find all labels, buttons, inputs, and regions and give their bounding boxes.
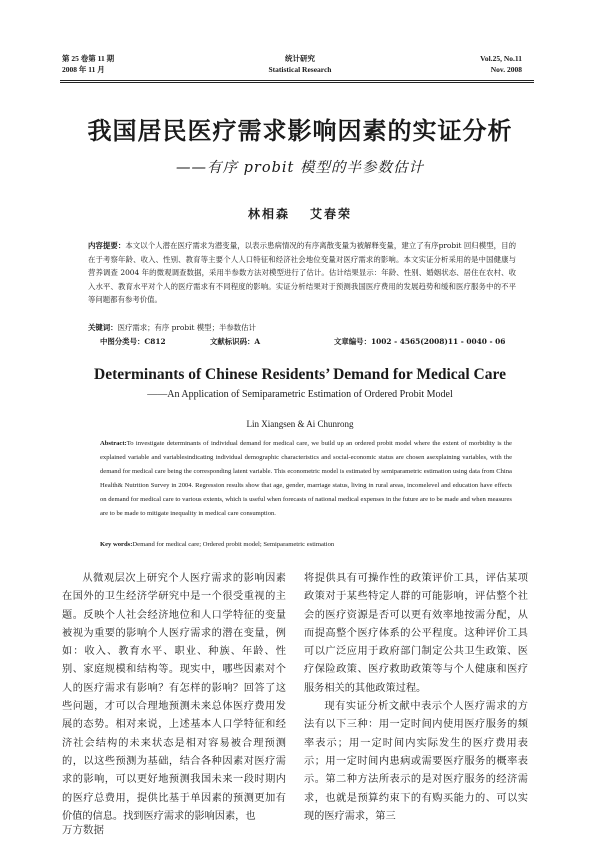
paper-subtitle-zh: ——有序 probit 模型的半参数估计 (176, 160, 424, 176)
authors-zh (0, 205, 600, 222)
abstract-en (100, 437, 512, 522)
abstract-label-en: Abstract: (100, 440, 127, 447)
journal-name-zh: 统计研究 (285, 54, 315, 63)
paper-title-zh: 我国居民医疗需求影响因素的实证分析 (87, 117, 513, 145)
issue-date: 2008 年 11 月 (62, 65, 105, 74)
keywords-text-en: Demand for medical care; Ordered probit model; Semiparametric estimation (132, 541, 335, 548)
abstract-text-en: To investigate determinants of individual demand for medical care, we build up an ordered probit model where the extent of morbidity is the explained variable and variablesindicating individual demographic characteristics and social-economic status are chosen asexplaining variables, with the demand for medical care being the corresponding latent variable. This econometric model is estimated by semiparametric estimation using data from China Health& Nutrition Survey in 2004. Regression results show that age, gender, marriage status, living in rural areas, incomelevel and education have effects on demand for medical care to various extents, which is useful when forecasts of national medical expenses in the future are to be made and when measures are to be made to mitigate inequality in medical care consumption. (100, 440, 512, 518)
paper-subtitle-en: ——An Application of Semiparametric Estimation of Ordered Probit Model (147, 389, 453, 400)
body-paragraph: 现有实证分析文献中表示个人医疗需求的方法有以下三种：用一定时间内使用医疗服务的频率表示；用一定时间内实际发生的医疗费用表示；用一定时间内患病或需要医疗服务的概率表示。第二种方法所表示的是对医疗服务的经济需求，也就是预算约束下的有购买能力的、可以实现的医疗需求，第三 (304, 701, 528, 822)
volume-issue: 第 25 卷第 11 期 (62, 54, 115, 63)
abstract-zh (88, 239, 516, 307)
volume-issue-en: Vol.25, No.11 (480, 54, 522, 63)
keywords-label-en: Key words: (100, 541, 133, 548)
author-2-zh: 艾春荣 (310, 207, 353, 221)
header-rule-top (60, 80, 534, 81)
body-paragraph: 将提供具有可操作性的政策评价工具，评估某项政策对于某些特定人群的可能影响，评估整个社会的医疗资源是否可以更有效率地按需分配，从而提高整个医疗体系的公平程度。这种评价工具可以广泛应用于政府部门制定公共卫生政策、医疗保险政策、医疗救助政策等与个人健康和医疗服务相关的其他政策过程。 (304, 573, 528, 694)
abstract-text-zh: 本文以个人潜在医疗需求为潜变量，以表示患病情况的有序离散变量为被解释变量，建立了有序probit 回归模型，目的在于考察年龄、收入、性别、教育等主要个人人口特征和经济社会地位变量对医疗需求的影响。本文实证分析采用的是中国健康与营养调查 2004 年的微观调查数据，采用半参数方法对模型进行了估计。估计结果显示：年龄、性别、婚姻状态、居住在农村、收入水平、教育水平对个人的医疗需求有不同程度的影响。实证分析结果对于预测我国医疗费用的发展趋势和缓和医疗服务中的不平等问题都有参考价值。 (88, 241, 516, 305)
keywords-en (100, 539, 512, 551)
body-column-right (304, 570, 528, 826)
authors-en: Lin Xiangsen & Ai Chunrong (246, 419, 354, 429)
article-number: 文章编号：1002 - 4565(2008)11 - 0040 - 06 (334, 337, 506, 346)
header-rule-bottom (60, 82, 534, 83)
footer-watermark: 万方数据 (62, 824, 104, 836)
paper-title-en: Determinants of Chinese Residents’ Demand for Medical Care (94, 366, 506, 383)
classification-codes (100, 336, 520, 348)
journal-volume-en (480, 53, 522, 75)
journal-name-en: Statistical Research (268, 65, 332, 74)
keywords-text-zh: 医疗需求；有序 probit 模型；半参数估计 (117, 323, 256, 332)
keywords-label-zh: 关键词： (88, 323, 118, 332)
clc-number: 中图分类号：C812 (100, 337, 166, 346)
keywords-zh (88, 322, 516, 334)
body-paragraph: 从微观层次上研究个人医疗需求的影响因素在国外的卫生经济学研究中是一个很受重视的主题。反映个人社会经济地位和人口学特征的变量被视为重要的影响个人医疗需求的潜在变量，例如：收入、教育水平、职业、种族、年龄、性别、家庭规模和结构等。现实中，哪些因素对个人的医疗需求有影响？有怎样的影响？回答了这些问题，才可以合理地预测未来总体医疗费用发展的态势。相对来说，上述基本人口学特征和经济社会结构的未来状态是相对容易被合理预测的，以这些预测为基础，结合各种因素对医疗需求的影响，可以更好地预测我国未来一段时期内的医疗总费用，提供比基于单因素的预测更加有价值的信息。找到医疗需求的影响因素，也 (62, 573, 286, 822)
document-code: 文献标识码：A (210, 337, 261, 346)
issue-date-en: Nov. 2008 (490, 65, 522, 74)
author-1-zh: 林相森 (247, 207, 290, 221)
abstract-label-zh: 内容提要： (88, 241, 126, 250)
body-column-left (62, 570, 286, 826)
